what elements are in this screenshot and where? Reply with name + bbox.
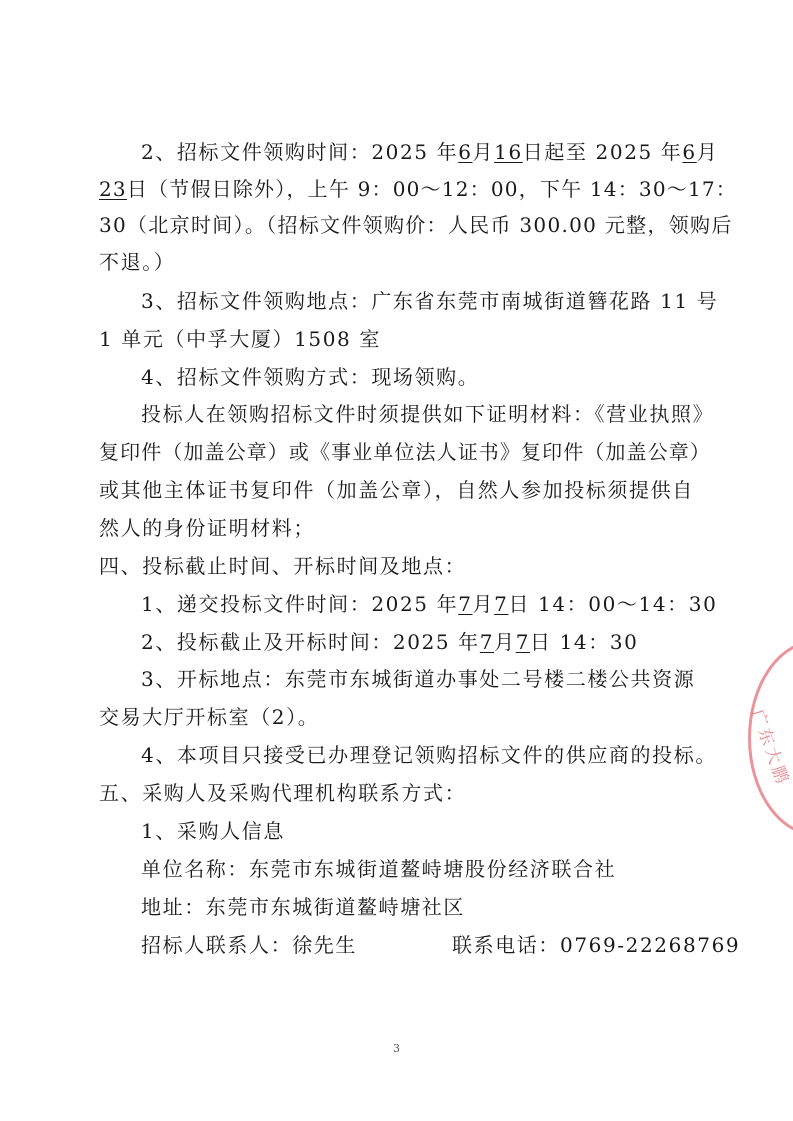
section5-heading: 五、采购人及采购代理机构联系方式： [99, 781, 467, 805]
item2-line1 [141, 139, 718, 165]
text-segment: 1、递交投标文件时间：2025 年 [141, 592, 459, 616]
text-segment: 日 14：30 [530, 630, 639, 654]
materials-line2: 复印件（加盖公章）或《事业单位法人证书》复印件（加盖公章） [99, 440, 711, 464]
materials-line1: 投标人在领购招标文件时须提供如下证明材料：《营业执照》 [141, 402, 715, 426]
text-segment: 2、投标截止及开标时间：2025 年 [141, 630, 480, 654]
underlined-day: 16 [494, 140, 523, 164]
underlined-month: 7 [479, 630, 495, 654]
underlined-month: 6 [682, 140, 697, 164]
underlined-day: 23 [99, 177, 127, 201]
s4-item3-line1: 3、开标地点：东莞市东城街道办事处二号楼二楼公共资源 [141, 667, 696, 691]
materials-line4: 然人的身份证明材料； [99, 516, 315, 540]
address-line: 地址：东莞市东城街道鳌峙塘社区 [141, 895, 465, 919]
materials-line3: 或其他主体证书复印件（加盖公章），自然人参加投标须提供自 [99, 478, 694, 502]
s4-item3-line2: 交易大厅开标室（2）。 [99, 705, 320, 729]
text-segment: 月 [472, 140, 495, 164]
text-segment: 月 [696, 140, 719, 164]
text-segment: 2、招标文件领购时间：2025 年 [141, 140, 459, 164]
text-segment: 月 [494, 630, 516, 654]
text-segment: 日起至 2025 年 [522, 140, 683, 164]
contact-person: 招标人联系人：徐先生 [141, 933, 357, 957]
underlined-month: 6 [458, 140, 473, 164]
item3-line2: 1 单元（中孚大厦）1508 室 [99, 327, 381, 351]
section4-heading: 四、投标截止时间、开标时间及地点： [99, 554, 467, 578]
item2-line4: 不退。） [99, 250, 176, 274]
unit-name-line: 单位名称：东莞市东城街道鳌峙塘股份经济联合社 [141, 857, 617, 881]
item2-line3: 30（北京时间）。（招标文件领购价：人民币 300.00 元整，领购后 [99, 213, 733, 237]
item4-line: 4、招标文件领购方式：现场领购。 [141, 365, 480, 389]
text-segment: 日（节假日除外），上午 9：00～12：00，下午 14：30～17： [126, 177, 737, 201]
contact-phone: 联系电话：0769-22268769 [452, 933, 741, 957]
s4-item1-line [141, 591, 717, 617]
underlined-day: 7 [494, 592, 509, 616]
seal-stamp-text: 广东大鹏 [746, 706, 793, 789]
s4-item2-line [141, 629, 639, 655]
text-segment: 日 14：00～14：30 [508, 592, 718, 616]
text-segment: 月 [472, 592, 495, 616]
underlined-day: 7 [515, 630, 531, 654]
page-number: 3 [393, 1042, 400, 1055]
underlined-month: 7 [458, 592, 473, 616]
item3-line1: 3、招标文件领购地点：广东省东莞市南城街道簪花路 11 号 [141, 289, 719, 313]
item2-line2 [99, 176, 737, 202]
s5-item1-line: 1、采购人信息 [141, 819, 285, 843]
s4-item4-line: 4、本项目只接受已办理登记领购招标文件的供应商的投标。 [141, 743, 717, 767]
